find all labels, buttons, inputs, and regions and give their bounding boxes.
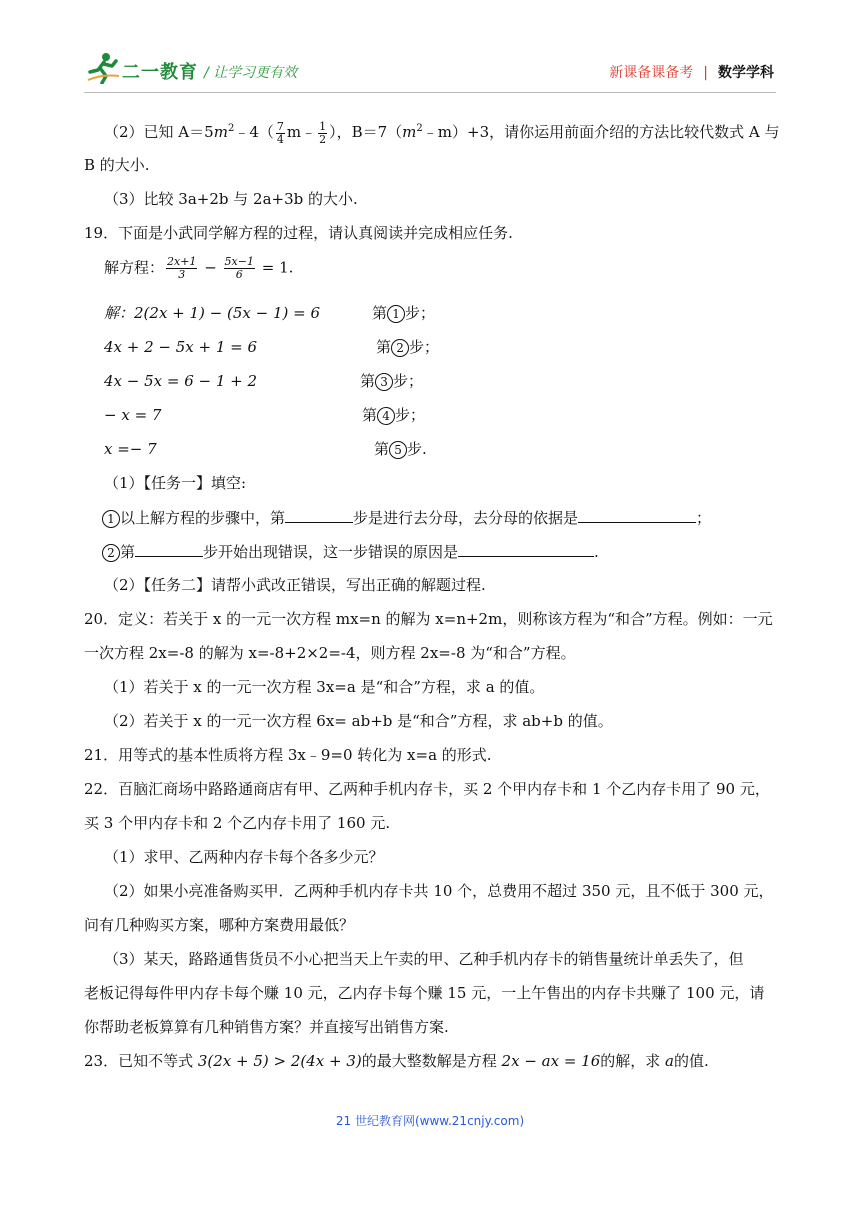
q22-part2a: （2）如果小亮准备购买甲．乙两种手机内存卡共 10 个，总费用不超过 350 元，且不低于 300 元， bbox=[104, 882, 774, 900]
q20-part1: （1）若关于 x 的一元一次方程 3x=a 是“和合”方程，求 a 的值。 bbox=[104, 678, 545, 696]
q18-part3: （3）比较 3a+2b 与 2a+3b 的大小. bbox=[104, 190, 358, 208]
answer-blank[interactable] bbox=[458, 540, 594, 557]
fraction-1-2: $\frac{1}{2}$ bbox=[319, 119, 327, 146]
header-brand bbox=[609, 62, 774, 82]
q19-step2-label: 第 2 步； bbox=[376, 338, 440, 356]
header-divider bbox=[84, 92, 776, 93]
q21-line: 21．用等式的基本性质将方程 3x﹣9=0 转化为 x=a 的形式. bbox=[84, 746, 492, 764]
q22-part2b: 问有几种购买方案，哪种方案费用最低？ bbox=[84, 916, 355, 934]
q22-part3a: （3）某天，路路通售货员不小心把当天上午卖的甲、乙种手机内存卡的销售量统计单丢失了，但 bbox=[104, 950, 744, 968]
q20-line1: 20．定义：若关于 x 的一元一次方程 mx=n 的解为 x=n+2m，则称该方程为“和合”方程。例如：一元 bbox=[84, 610, 773, 628]
fraction-7-4: $\frac{7}{4}$ bbox=[276, 119, 284, 146]
q22-part1: （1）求甲、乙两种内存卡每个各多少元？ bbox=[104, 848, 384, 866]
header-slogan: / 让学习更有效 bbox=[204, 65, 298, 81]
q22-line1: 22．百脑汇商场中路路通商店有甲、乙两种手机内存卡，买 2 个甲内存卡和 1 个乙内存卡用了 90 元， bbox=[84, 780, 770, 798]
q18-part2-cont: B 的大小. bbox=[84, 156, 150, 174]
runner-icon bbox=[86, 52, 120, 84]
brand-separator: | bbox=[703, 65, 708, 81]
answer-blank[interactable] bbox=[285, 506, 353, 523]
q19-task1-a: 1 以上解方程的步骤中，第 步是进行去分母，去分母的依据是 ； bbox=[102, 506, 711, 529]
logo-text: 二一教育 bbox=[122, 62, 198, 83]
q22-part3b: 老板记得每件甲内存卡每个赚 10 元，乙内存卡每个赚 15 元，一上午售出的内存卡共赚了 100 元，请 bbox=[84, 984, 765, 1002]
q19-step5-eq: x =− 7 bbox=[104, 440, 157, 458]
page-footer[interactable]: 21 世纪教育网(www.21cnjy.com) bbox=[335, 1114, 525, 1128]
q19-task2: （2）【任务二】请帮小武改正错误，写出正确的解题过程. bbox=[104, 576, 486, 594]
answer-blank[interactable] bbox=[135, 540, 203, 557]
q19-step3-label: 第 3 步； bbox=[360, 372, 424, 390]
q19-step1-label: 第 1 步； bbox=[372, 304, 436, 322]
brand-logo bbox=[86, 52, 206, 90]
q20-line2: 一次方程 2x=-8 的解为 x=-8+2×2=-4，则方程 2x=-8 为“和合”方程。 bbox=[84, 644, 576, 662]
answer-blank[interactable] bbox=[578, 506, 696, 523]
q22-line2: 买 3 个甲内存卡和 2 个乙内存卡用了 160 元. bbox=[84, 814, 391, 832]
page-header bbox=[0, 0, 860, 98]
q20-part2: （2）若关于 x 的一元一次方程 6x= ab+b 是“和合”方程，求 ab+b 的值。 bbox=[104, 712, 613, 730]
q22-part3c: 你帮助老板算算有几种销售方案？并直接写出销售方案. bbox=[84, 1018, 449, 1036]
q19-equation: 解方程： $\frac{2x+1}{3}$ − $\frac{5x-1}{6}$ = 1. bbox=[104, 255, 294, 281]
q19-task1-title: （1）【任务一】填空: bbox=[104, 474, 247, 492]
q19-step3-eq: 4x − 5x = 6 − 1 + 2 bbox=[104, 372, 258, 390]
q23-line: 23．已知不等式 3(2x + 5) > 2(4x + 3)的最大整数解是方程 2x − ax = 16的解，求 a的值. bbox=[84, 1052, 709, 1070]
q19-step1-eq: 解：2(2x + 1) − (5x − 1) = 6 bbox=[104, 304, 321, 322]
brand-left-label: 新课备课备考 bbox=[609, 65, 694, 81]
q18-part2: （2）已知 $A=5m^2﹣4$（ $\frac{7}{4}$ m﹣ $\frac{1}{2}$ ），$B=7(m^2﹣m)+3$，请你运用前面介绍的方法比较代数式 A 与 bbox=[104, 119, 780, 146]
q19-step5-label: 第 5 步. bbox=[374, 440, 427, 458]
brand-subject-label: 数学学科 bbox=[718, 65, 774, 81]
q19-step4-label: 第 4 步； bbox=[362, 406, 426, 424]
q19-stem: 19．下面是小武同学解方程的过程，请认真阅读并完成相应任务. bbox=[84, 224, 513, 242]
q19-task1-b: 2 第 步开始出现错误，这一步错误的原因是 . bbox=[102, 540, 599, 563]
q19-step4-eq: − x = 7 bbox=[104, 406, 162, 424]
q19-step2-eq: 4x + 2 − 5x + 1 = 6 bbox=[104, 338, 258, 356]
